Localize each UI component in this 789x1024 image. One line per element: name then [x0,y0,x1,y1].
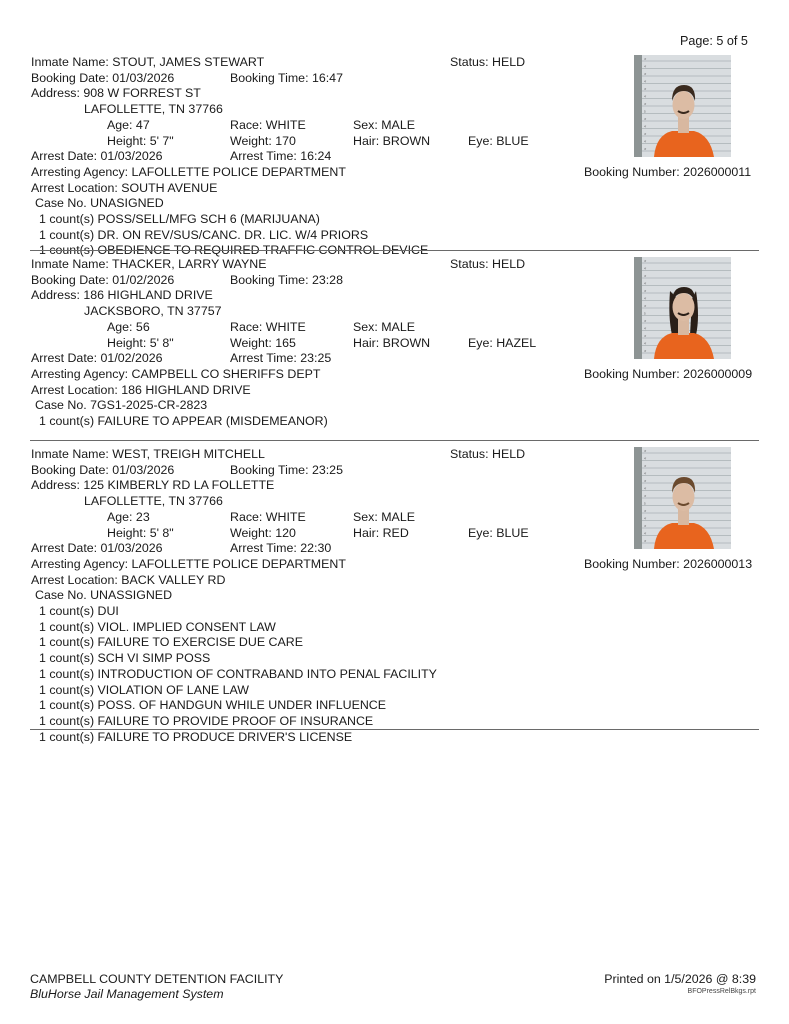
report-filename: BFOPressRelBkgs.rpt [687,988,756,995]
charge-item: 1 count(s) FAILURE TO APPEAR (MISDEMEANOR) [39,414,328,428]
svg-text:4': 4' [644,124,647,129]
address-line-1: Address: 125 KIMBERLY RD LA FOLLETTE [31,478,275,493]
facility-name: CAMPBELL COUNTY DETENTION FACILITY [30,972,284,986]
record-divider [30,440,759,441]
svg-text:5: 5 [644,109,646,114]
eye: Eye: HAZEL [468,335,537,350]
race: Race: WHITE [230,509,306,524]
svg-text:4': 4' [644,494,647,498]
arrest-time: Arrest Time: 23:25 [230,351,332,366]
svg-text:4': 4' [644,64,647,69]
address-line-1: Address: 908 W FORREST ST [31,86,201,101]
age: Age: 56 [107,319,150,334]
svg-text:4': 4' [644,259,647,263]
address-line-2: LAFOLLETTE, TN 37766 [84,494,223,509]
case-number: Case No. UNASSIGNED [35,588,173,603]
svg-text:4': 4' [644,79,647,84]
arrest-time: Arrest Time: 22:30 [230,541,332,556]
arresting-agency: Arresting Agency: LAFOLLETTE POLICE DEPARTMENT [31,556,346,571]
booking-number: Booking Number: 2026000013 [584,556,753,571]
weight: Weight: 120 [230,525,296,540]
svg-text:4': 4' [644,516,647,521]
sex: Sex: MALE [353,117,415,132]
booking-date: Booking Date: 01/03/2026 [31,70,175,85]
age: Age: 23 [107,509,150,524]
svg-text:4': 4' [644,132,647,136]
charge-item: 1 count(s) VIOLATION OF LANE LAW [39,682,250,697]
arrest-time: Arrest Time: 16:24 [230,149,332,164]
svg-text:4': 4' [644,296,647,301]
race: Race: WHITE [230,319,306,334]
booking-date: Booking Date: 01/03/2026 [31,462,175,477]
svg-text:4': 4' [644,281,647,286]
address-line-2: LAFOLLETTE, TN 37766 [84,102,223,117]
sex: Sex: MALE [353,319,415,334]
charge-item: 1 count(s) DUI [39,604,119,618]
svg-text:4': 4' [644,349,647,353]
svg-text:4': 4' [644,117,647,121]
height: Height: 5' 8" [107,525,174,540]
charge-item: 1 count(s) DR. ON REV/SUS/CANC. DR. LIC. W/4 PRIORS [39,227,369,242]
svg-text:4': 4' [644,72,647,76]
inmate-name: Inmate Name: STOUT, JAMES STEWART [31,55,265,69]
svg-text:4': 4' [644,319,647,323]
svg-text:4': 4' [644,456,647,461]
svg-text:4': 4' [644,274,647,278]
hair: Hair: BROWN [353,335,431,350]
hair: Hair: RED [353,525,409,540]
svg-text:4': 4' [644,94,647,99]
svg-text:4': 4' [644,87,647,91]
svg-text:4': 4' [644,471,647,476]
svg-text:5: 5 [644,501,646,506]
arrest-date: Arrest Date: 01/02/2026 [31,351,163,366]
footer-right [604,972,756,997]
svg-text:4': 4' [644,464,647,468]
svg-text:4': 4' [644,266,647,271]
charge-item: 1 count(s) POSS/SELL/MFG SCH 6 (MARIJUANA) [39,212,320,226]
case-number: Case No. UNASIGNED [35,196,164,211]
booking-number: Booking Number: 2026000011 [584,164,752,179]
record-divider [30,250,759,251]
sex: Sex: MALE [353,509,415,524]
address-line-1: Address: 186 HIGHLAND DRIVE [31,288,213,303]
height: Height: 5' 8" [107,335,174,350]
svg-text:4': 4' [644,509,647,513]
svg-text:4': 4' [644,479,647,483]
printed-timestamp: Printed on 1/5/2026 @ 8:39 [604,972,756,986]
charge-item: 1 count(s) FAILURE TO PROVIDE PROOF OF INSURANCE [39,713,374,728]
svg-text:4': 4' [644,57,647,61]
hair: Hair: BROWN [353,133,431,148]
svg-text:4': 4' [644,539,647,543]
status: Status: HELD [450,257,526,271]
arrest-date: Arrest Date: 01/03/2026 [31,541,163,556]
booking-number: Booking Number: 2026000009 [584,366,753,381]
svg-text:4': 4' [644,531,647,536]
case-number: Case No. 7GS1-2025-CR-2823 [35,398,208,413]
charge-item: 1 count(s) POSS. OF HANDGUN WHILE UNDER INFLUENCE [39,698,386,713]
arrest-location: Arrest Location: BACK VALLEY RD [31,572,226,587]
svg-text:4': 4' [644,139,647,144]
svg-text:4': 4' [644,486,647,491]
booking-date: Booking Date: 01/02/2026 [31,272,175,287]
system-name: BluHorse Jail Management System [30,987,224,1001]
status: Status: HELD [450,55,526,69]
mugshot-photo [634,257,731,359]
inmate-name: Inmate Name: THACKER, LARRY WAYNE [31,257,267,271]
svg-text:4': 4' [644,304,647,308]
arresting-agency: Arresting Agency: LAFOLLETTE POLICE DEPARTMENT [31,164,346,179]
mugshot-photo [634,447,731,549]
charge-item: 1 count(s) SCH VI SIMP POSS [39,651,211,666]
svg-text:4': 4' [644,449,647,453]
charge-item: 1 count(s) FAILURE TO EXERCISE DUE CARE [39,635,303,650]
eye: Eye: BLUE [468,133,529,148]
svg-text:5: 5 [644,311,646,316]
weight: Weight: 165 [230,335,296,350]
svg-text:4': 4' [644,102,647,106]
status: Status: HELD [450,447,526,461]
page-number: Page: 5 of 5 [680,34,748,48]
charge-item: 1 count(s) INTRODUCTION OF CONTRABAND INTO PENAL FACILITY [39,666,437,681]
inmate-name: Inmate Name: WEST, TREIGH MITCHELL [31,447,265,461]
svg-text:4': 4' [644,326,647,331]
footer-left [30,972,283,1002]
charge-item: 1 count(s) FAILURE TO PRODUCE DRIVER'S LICENSE [39,729,353,744]
charge-item: 1 count(s) OBEDIENCE TO REQUIRED TRAFFIC CONTROL DEVICE [39,243,429,258]
height: Height: 5' 7" [107,133,174,148]
arrest-location: Arrest Location: SOUTH AVENUE [31,180,218,195]
record-divider [30,729,759,730]
booking-time: Booking Time: 16:47 [230,70,343,85]
svg-text:4': 4' [644,341,647,346]
mugshot-photo [634,55,731,157]
weight: Weight: 170 [230,133,296,148]
age: Age: 47 [107,117,150,132]
race: Race: WHITE [230,117,306,132]
eye: Eye: BLUE [468,525,529,540]
arresting-agency: Arresting Agency: CAMPBELL CO SHERIFFS DEPT [31,366,321,381]
svg-text:4': 4' [644,147,647,151]
booking-time: Booking Time: 23:28 [230,272,343,287]
svg-text:4': 4' [644,334,647,338]
arrest-location: Arrest Location: 186 HIGHLAND DRIVE [31,382,251,397]
arrest-date: Arrest Date: 01/03/2026 [31,149,163,164]
address-line-2: JACKSBORO, TN 37757 [84,304,222,319]
booking-time: Booking Time: 23:25 [230,462,343,477]
svg-text:4': 4' [644,524,647,528]
svg-text:4': 4' [644,289,647,293]
charge-item: 1 count(s) VIOL. IMPLIED CONSENT LAW [39,619,276,634]
